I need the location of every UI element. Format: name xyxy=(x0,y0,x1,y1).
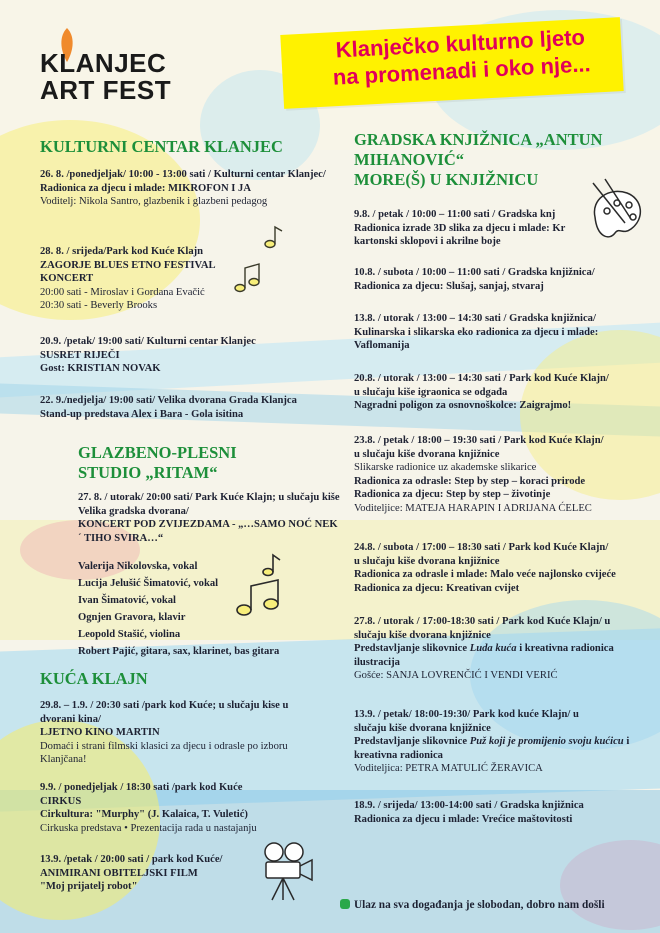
event-title: Radionica izrade 3D slika za djecu i mlade: Kr xyxy=(354,222,566,234)
performer-item: Valerija Nikolovska, vokal xyxy=(78,561,198,572)
title-part: Predstavljanje slikovnice xyxy=(354,643,470,655)
event-klajn-kino xyxy=(40,699,300,767)
event-note: slučaju kiše dvorana knjižnice xyxy=(354,722,491,734)
festival-logo xyxy=(40,50,171,104)
event-title: SUSRET RIJEČI xyxy=(40,349,120,361)
performer-item: Robert Pajić, gitara, sax, klarinet, bas gitara xyxy=(78,646,280,657)
logo-line-1: KLANJEC xyxy=(40,48,167,78)
performer-item: Ivan Šimatović, vokal xyxy=(78,595,177,606)
event-date: 24.8. / subota / 17:00 – 18:30 sati / Park kod Kuće Klajn/ xyxy=(354,542,609,553)
event-date: 10.8. / subota / 10:00 – 11:00 sati / Gradska knjižnica/ xyxy=(354,267,595,278)
event-lib-vaflomanija xyxy=(354,312,640,353)
event-title: LJETNO KINO MARTIN xyxy=(40,727,160,739)
event-date: 18.9. / srijeda/ 13:00-14:00 sati / Gradska knjižnica xyxy=(354,800,584,811)
event-host: Voditeljice: MATEJA HARAPIN I ADRIJANA ĆELEC xyxy=(354,502,592,514)
heading-line-1: GLAZBENO-PLESNI xyxy=(78,443,237,462)
event-date: 22. 9./nedjelja/ 19:00 sati/ Velika dvorana Grada Klanjca xyxy=(40,395,297,406)
event-title-2: Radionica za djecu: Step by step – životinje xyxy=(354,489,551,501)
event-date: 27.8. / utorak / 17:00-18:30 sati / Park kod Kuće Klajn/ u xyxy=(354,616,611,627)
performer-item: Leopold Stašić, violina xyxy=(78,629,181,640)
event-kc-blues xyxy=(40,245,340,313)
event-detail-2: Cirkuska predstava • Prezentacija rada u nastajanju xyxy=(40,822,257,834)
event-ritam-koncert xyxy=(78,491,340,545)
event-date: 29.8. – 1.9. / 20:30 sati /park kod Kuće; u slučaju kise u dvorani kina/ xyxy=(40,700,289,725)
music-note-icon xyxy=(232,552,288,622)
heading-line-1: GRADSKA KNJIŽNICA „ANTUN xyxy=(354,130,603,149)
event-lib-cvijece xyxy=(354,541,640,595)
event-host: Voditeljica: PETRA MATULIĆ ŽERAVICA xyxy=(354,763,543,775)
title-part: i xyxy=(623,736,630,748)
event-title: Radionica za odrasle i mlade: Malo veće najlonsko cvijeće xyxy=(354,569,616,581)
banner-line-2: na promenadi i oko nje... xyxy=(332,51,592,90)
event-title: Radionica za odrasle: Step by step – koraci prirode xyxy=(354,475,586,487)
event-title-2: ilustracija xyxy=(354,656,400,668)
event-title: Radionica za djecu i mlade: Vrećice maštovitosti xyxy=(354,813,573,825)
event-note: u slučaju kiše dvorana knjižnice xyxy=(354,448,500,460)
event-klajn-film xyxy=(40,853,260,894)
event-title: Kulinarska i slikarska eko radionica za djecu i mlade: xyxy=(354,326,599,338)
event-guests: Gošće: SANJA LOVRENČIĆ I VENDI VERIĆ xyxy=(354,670,558,682)
event-lib-puz xyxy=(354,708,640,776)
event-date: 28. 8. / srijeda/Park kod Kuće Klajn xyxy=(40,246,204,257)
heading-line-3: MORE(Š) U KNJIŽNICU xyxy=(354,170,539,189)
event-klajn-cirkus xyxy=(40,781,300,835)
entry-notice-text: Ulaz na sva događanja je slobodan, dobro nam došli xyxy=(354,899,605,911)
performer-list xyxy=(78,558,340,660)
event-date: 23.8. / petak / 18:00 – 19:30 sati / Park kod Kuće Klajn/ xyxy=(354,435,604,446)
film-camera-icon xyxy=(256,840,316,902)
event-title: Radionica za djecu: Slušaj, sanjaj, stvaraj xyxy=(354,280,544,292)
event-note: slučaju kiše dvorana knjižnice xyxy=(354,629,491,641)
event-title: KONCERT POD ZVIJEZDAMA - „…SAMO NOĆ NEK´ TIHO SVIRA…“ xyxy=(78,519,338,544)
event-guest: Gost: KRISTIAN NOVAK xyxy=(40,363,161,375)
section-heading-ritam xyxy=(78,443,318,483)
music-note-icon xyxy=(226,224,286,296)
bullet-icon xyxy=(340,899,350,909)
event-lib-vrecice xyxy=(354,799,640,826)
event-detail: kartonski sklopovi i akrilne boje xyxy=(354,236,501,248)
event-lib-luda-kuca xyxy=(354,615,640,683)
event-title-2: Vaflomanija xyxy=(354,340,410,352)
event-lib-3d xyxy=(354,208,580,249)
section-heading-kuca-klajn: KUĆA KLAJN xyxy=(40,669,148,688)
book-title: Puž koji je promijenio svoju kućicu xyxy=(469,736,624,748)
title-part: Predstavljanje slikovnice xyxy=(354,736,470,748)
event-date: 9.8. / petak / 10:00 – 11:00 sati / Gradska knj xyxy=(354,209,556,220)
title-part: i kreativna radionica xyxy=(516,643,614,655)
event-title: ZAGORJE BLUES ETNO FESTIVAL xyxy=(40,259,216,271)
book-title: Luda kuća xyxy=(469,643,517,655)
event-detail: Cirkultura: "Murphy" (J. Kalaica, T. Vuletić) xyxy=(40,809,248,821)
event-title: ANIMIRANI OBITELJSKI FILM xyxy=(40,867,198,879)
section-heading-kulturni-centar: KULTURNI CENTAR KLANJEC xyxy=(40,137,283,156)
event-lib-poligon xyxy=(354,372,640,413)
event-kc-standup xyxy=(40,394,340,421)
event-date: 13.9. / petak/ 18:00-19:30/ Park kod kuće Klajn/ u xyxy=(354,709,579,720)
event-detail-2: 20:30 sati - Beverly Brooks xyxy=(40,300,158,312)
performer-item: Lucija Jelušić Šimatović, vokal xyxy=(78,578,219,589)
event-title xyxy=(354,735,640,749)
event-date: 20.8. / utorak / 13:00 – 14:30 sati / Park kod Kuće Klajn/ xyxy=(354,373,609,384)
event-title: Nagradni poligon za osnovnoškolce: Zaigrajmo! xyxy=(354,400,572,412)
palette-icon xyxy=(585,177,651,247)
event-note: u slučaju kiše dvorana knjižnice xyxy=(354,555,500,567)
event-detail: 20:00 sati - Miroslav i Gordana Evačić xyxy=(40,286,205,298)
event-date: 13.8. / utorak / 13:00 – 14:30 sati / Gradska knjižnica/ xyxy=(354,313,596,324)
event-detail: Voditelj: Nikola Santro, glazbenik i glazbeni pedagog xyxy=(40,196,268,208)
event-note: u slučaju kiše igraonica se odgađa xyxy=(354,386,508,398)
event-detail: Slikarske radionice uz akademske slikarice xyxy=(354,462,537,474)
event-date: 26. 8. /ponedjeljak/ 10:00 - 13:00 sati / Kulturni centar Klanjec/ xyxy=(40,169,326,180)
event-date: 27. 8. / utorak/ 20:00 sati/ Park Kuće Klajn; u slučaju kiše Velika gradska dvorana/ xyxy=(78,492,340,517)
event-lib-slusaj xyxy=(354,266,640,293)
event-title: CIRKUS xyxy=(40,795,82,807)
event-title: Stand-up predstava Alex i Bara - Gola isitina xyxy=(40,408,244,420)
banner-line-1: Klanječko kulturno ljeto xyxy=(335,24,586,63)
heading-line-2: STUDIO „RITAM“ xyxy=(78,463,218,482)
event-date: 13.9. /petak / 20:00 sati / park kod Kuće/ xyxy=(40,854,223,865)
event-title xyxy=(354,642,640,656)
entry-notice xyxy=(340,899,605,911)
heading-line-2: MIHANOVIĆ“ xyxy=(354,150,464,169)
event-date: 9.9. / ponedjeljak / 18:30 sati /park kod Kuće xyxy=(40,782,243,793)
event-detail: Domaći i strani filmski klasici za djecu i odrasle po izboru Klanjčana! xyxy=(40,740,288,766)
event-date: 20.9. /petak/ 19:00 sati/ Kulturni centar Klanjec xyxy=(40,336,256,347)
logo-line-2: ART FEST xyxy=(40,75,172,105)
event-title-2: Radionica za djecu: Kreativan cvijet xyxy=(354,582,520,594)
event-kc-susret xyxy=(40,335,340,376)
event-title-2: kreativna radionica xyxy=(354,749,443,761)
event-title-2: KONCERT xyxy=(40,273,94,285)
event-title: Radionica za djecu i mlade: MIKROFON I JA xyxy=(40,182,251,194)
performer-item: Ognjen Gravora, klavir xyxy=(78,612,186,623)
event-lib-slikarske xyxy=(354,434,640,516)
event-detail: "Moj prijatelj robot" xyxy=(40,881,138,893)
event-kc-mikrofon xyxy=(40,168,340,209)
